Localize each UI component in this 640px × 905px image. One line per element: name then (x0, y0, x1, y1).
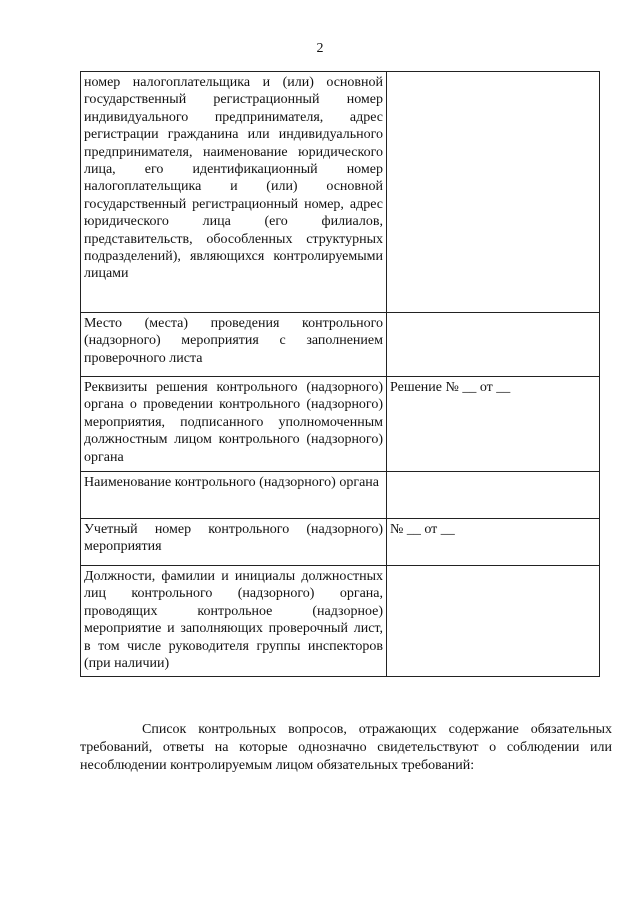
table-row (81, 519, 600, 566)
row-value-location (387, 313, 600, 377)
row-value-authority-name (387, 472, 600, 519)
row-value-decision-details: Решение № __ от __ (387, 377, 600, 472)
row-label-location: Место (места) проведения контрольного (надзорного) мероприятия с заполнением проверочного листа (81, 313, 387, 377)
table-row (81, 72, 600, 313)
table-row (81, 377, 600, 472)
row-label-authority-name: Наименование контрольного (надзорного) органа (81, 472, 387, 519)
table-row (81, 472, 600, 519)
table-row (81, 313, 600, 377)
row-label-registration-number: Учетный номер контрольного (надзорного) мероприятия (81, 519, 387, 566)
table-row (81, 566, 600, 677)
checklist-details-table (80, 71, 600, 677)
page-number: 2 (316, 41, 324, 56)
row-label-decision-details: Реквизиты решения контрольного (надзорного) органа о проведении контрольного (надзорного) мероприятия, подписанного уполномоченным должностным лицом контрольного (надзорного) органа (81, 377, 387, 472)
row-label-taxpayer-info: номер налогоплательщика и (или) основной государственный регистрационный номер индивидуального предпринимателя, адрес регистрации гражданина или индивидуального предпринимателя, наименование юридического лица, его идентификационный номер налогоплательщика и (или) основной государственный регистрационный номер, адрес юридического лица (его филиалов, представительств, обособленных структурных подразделений), являющихся контролируемыми лицами (81, 72, 387, 313)
row-value-officials (387, 566, 600, 677)
row-value-taxpayer-info (387, 72, 600, 313)
control-questions-intro: Список контрольных вопросов, отражающих содержание обязательных требований, ответы на которые однозначно свидетельствуют о соблюдении или несоблюдении контролируемым лицом обязательных требований: (80, 722, 612, 773)
row-value-registration-number: № __ от __ (387, 519, 600, 566)
row-label-officials: Должности, фамилии и инициалы должностных лиц контрольного (надзорного) органа, проводящих контрольное (надзорное) мероприятие и заполняющих проверочный лист, в том числе руководителя группы инспекторов (при наличии) (81, 566, 387, 677)
